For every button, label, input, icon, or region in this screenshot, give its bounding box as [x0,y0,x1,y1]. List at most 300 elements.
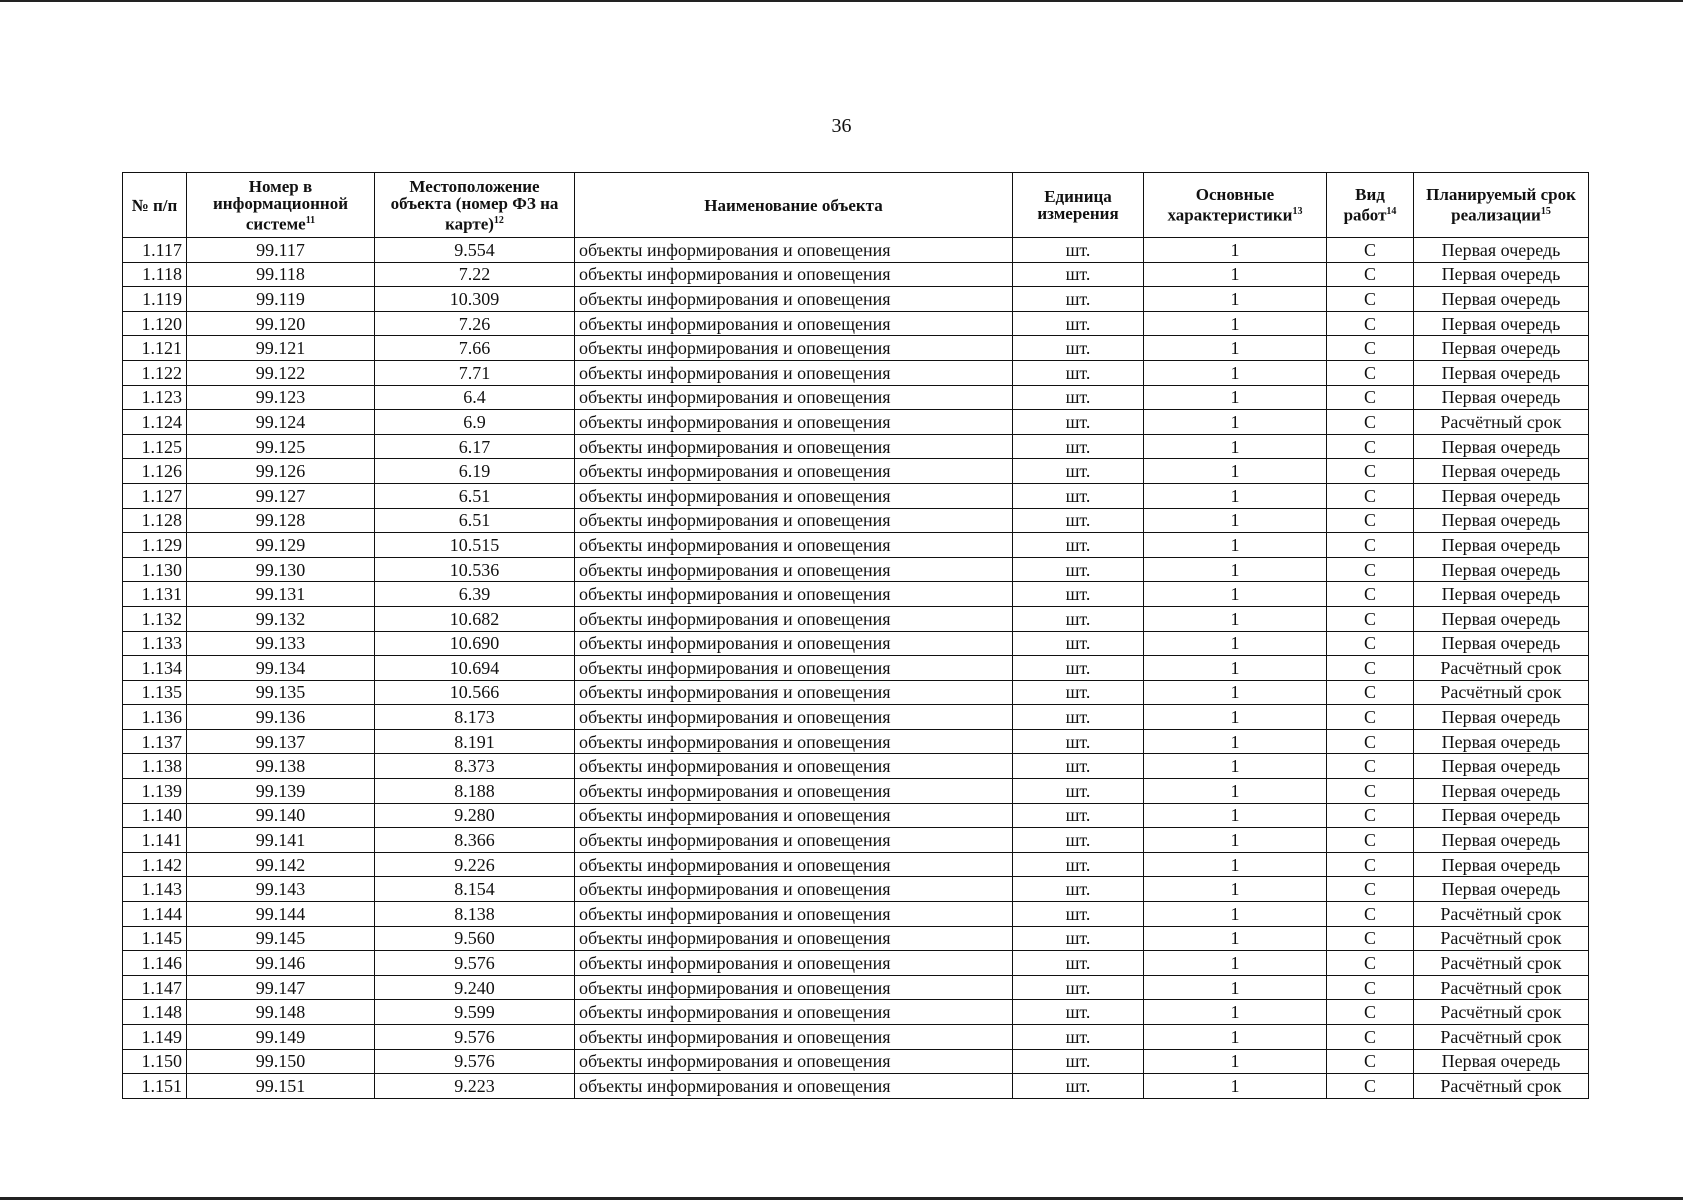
cell-characteristics: 1 [1144,803,1327,828]
cell-characteristics: 1 [1144,557,1327,582]
cell-unit: шт. [1013,975,1144,1000]
cell-unit: шт. [1013,852,1144,877]
cell-work-type: С [1327,779,1414,804]
cell-characteristics: 1 [1144,508,1327,533]
cell-planned-term: Первая очередь [1414,582,1589,607]
table-row [123,262,1589,287]
cell-planned-term: Первая очередь [1414,459,1589,484]
cell-info-system-number: 99.119 [187,287,375,312]
cell-info-system-number: 99.150 [187,1049,375,1074]
cell-unit: шт. [1013,729,1144,754]
cell-characteristics: 1 [1144,975,1327,1000]
cell-planned-term: Первая очередь [1414,287,1589,312]
cell-location: 7.22 [375,262,575,287]
header-work-type [1327,173,1414,238]
cell-location: 7.26 [375,311,575,336]
cell-unit: шт. [1013,705,1144,730]
cell-planned-term: Расчётный срок [1414,975,1589,1000]
cell-characteristics: 1 [1144,385,1327,410]
cell-planned-term: Первая очередь [1414,533,1589,558]
cell-unit: шт. [1013,360,1144,385]
cell-object-name: объекты информирования и оповещения [575,336,1013,361]
cell-info-system-number: 99.131 [187,582,375,607]
cell-info-system-number: 99.134 [187,656,375,681]
cell-planned-term: Расчётный срок [1414,902,1589,927]
cell-info-system-number: 99.132 [187,606,375,631]
cell-work-type: С [1327,1074,1414,1099]
cell-object-name: объекты информирования и оповещения [575,1025,1013,1050]
cell-characteristics: 1 [1144,360,1327,385]
cell-location: 9.240 [375,975,575,1000]
cell-info-system-number: 99.143 [187,877,375,902]
cell-work-type: С [1327,385,1414,410]
cell-unit: шт. [1013,877,1144,902]
cell-info-system-number: 99.125 [187,434,375,459]
cell-location: 9.226 [375,852,575,877]
cell-work-type: С [1327,803,1414,828]
cell-unit: шт. [1013,606,1144,631]
footnote-marker: 11 [305,214,316,226]
cell-planned-term: Первая очередь [1414,828,1589,853]
cell-object-name: объекты информирования и оповещения [575,1000,1013,1025]
cell-planned-term: Первая очередь [1414,483,1589,508]
cell-planned-term: Расчётный срок [1414,410,1589,435]
cell-location: 10.515 [375,533,575,558]
cell-characteristics: 1 [1144,459,1327,484]
cell-work-type: С [1327,582,1414,607]
table-row [123,902,1589,927]
cell-work-type: С [1327,508,1414,533]
cell-number: 1.125 [123,434,187,459]
cell-location: 7.66 [375,336,575,361]
cell-planned-term: Первая очередь [1414,434,1589,459]
table-row [123,828,1589,853]
cell-unit: шт. [1013,311,1144,336]
cell-planned-term: Первая очередь [1414,1049,1589,1074]
cell-planned-term: Расчётный срок [1414,680,1589,705]
cell-object-name: объекты информирования и оповещения [575,410,1013,435]
cell-info-system-number: 99.139 [187,779,375,804]
footnote-marker: 13 [1292,206,1303,218]
cell-characteristics: 1 [1144,705,1327,730]
footnote-marker: 15 [1540,206,1551,218]
cell-location: 8.154 [375,877,575,902]
cell-characteristics: 1 [1144,238,1327,263]
cell-number: 1.139 [123,779,187,804]
cell-characteristics: 1 [1144,852,1327,877]
cell-location: 8.373 [375,754,575,779]
header-info-system-number [187,173,375,238]
table-row [123,360,1589,385]
cell-location: 10.682 [375,606,575,631]
cell-location: 10.536 [375,557,575,582]
cell-location: 6.9 [375,410,575,435]
cell-work-type: С [1327,902,1414,927]
cell-number: 1.119 [123,287,187,312]
table-row [123,975,1589,1000]
cell-work-type: С [1327,680,1414,705]
table-body [123,238,1589,1099]
cell-object-name: объекты информирования и оповещения [575,287,1013,312]
cell-characteristics: 1 [1144,877,1327,902]
table-row [123,410,1589,435]
cell-location: 9.223 [375,1074,575,1099]
cell-number: 1.122 [123,360,187,385]
cell-characteristics: 1 [1144,902,1327,927]
cell-unit: шт. [1013,828,1144,853]
cell-characteristics: 1 [1144,410,1327,435]
cell-location: 6.19 [375,459,575,484]
cell-characteristics: 1 [1144,680,1327,705]
cell-object-name: объекты информирования и оповещения [575,951,1013,976]
cell-planned-term: Расчётный срок [1414,1000,1589,1025]
cell-characteristics: 1 [1144,434,1327,459]
cell-location: 10.690 [375,631,575,656]
cell-object-name: объекты информирования и оповещения [575,557,1013,582]
cell-unit: шт. [1013,680,1144,705]
cell-planned-term: Первая очередь [1414,779,1589,804]
cell-info-system-number: 99.149 [187,1025,375,1050]
cell-characteristics: 1 [1144,631,1327,656]
table-row [123,951,1589,976]
cell-number: 1.134 [123,656,187,681]
cell-work-type: С [1327,238,1414,263]
cell-info-system-number: 99.129 [187,533,375,558]
cell-info-system-number: 99.137 [187,729,375,754]
cell-work-type: С [1327,360,1414,385]
cell-characteristics: 1 [1144,311,1327,336]
table-row [123,557,1589,582]
cell-planned-term: Первая очередь [1414,508,1589,533]
cell-number: 1.148 [123,1000,187,1025]
table-row [123,705,1589,730]
cell-location: 6.17 [375,434,575,459]
cell-object-name: объекты информирования и оповещения [575,533,1013,558]
cell-object-name: объекты информирования и оповещения [575,1074,1013,1099]
cell-planned-term: Расчётный срок [1414,951,1589,976]
cell-characteristics: 1 [1144,533,1327,558]
cell-unit: шт. [1013,902,1144,927]
cell-unit: шт. [1013,779,1144,804]
cell-number: 1.118 [123,262,187,287]
header-characteristics-text: Основные характеристики [1167,185,1293,225]
cell-info-system-number: 99.142 [187,852,375,877]
cell-location: 9.554 [375,238,575,263]
cell-object-name: объекты информирования и оповещения [575,656,1013,681]
cell-number: 1.123 [123,385,187,410]
header-planned-term-text: Планируемый срок реализации [1426,185,1576,225]
cell-object-name: объекты информирования и оповещения [575,631,1013,656]
cell-number: 1.131 [123,582,187,607]
cell-work-type: С [1327,410,1414,435]
table-row [123,926,1589,951]
cell-object-name: объекты информирования и оповещения [575,434,1013,459]
cell-info-system-number: 99.122 [187,360,375,385]
cell-planned-term: Первая очередь [1414,385,1589,410]
cell-work-type: С [1327,262,1414,287]
cell-work-type: С [1327,754,1414,779]
cell-info-system-number: 99.120 [187,311,375,336]
cell-info-system-number: 99.146 [187,951,375,976]
header-row [123,173,1589,238]
cell-unit: шт. [1013,1025,1144,1050]
header-object-name [575,173,1013,238]
cell-unit: шт. [1013,926,1144,951]
cell-location: 8.191 [375,729,575,754]
cell-unit: шт. [1013,951,1144,976]
table-row [123,311,1589,336]
cell-number: 1.138 [123,754,187,779]
cell-location: 9.576 [375,951,575,976]
cell-unit: шт. [1013,754,1144,779]
cell-number: 1.124 [123,410,187,435]
cell-work-type: С [1327,656,1414,681]
cell-info-system-number: 99.133 [187,631,375,656]
header-location [375,173,575,238]
table-row [123,1000,1589,1025]
cell-planned-term: Расчётный срок [1414,656,1589,681]
cell-unit: шт. [1013,1074,1144,1099]
cell-unit: шт. [1013,459,1144,484]
cell-characteristics: 1 [1144,336,1327,361]
cell-object-name: объекты информирования и оповещения [575,262,1013,287]
cell-unit: шт. [1013,582,1144,607]
cell-info-system-number: 99.144 [187,902,375,927]
cell-object-name: объекты информирования и оповещения [575,852,1013,877]
cell-number: 1.142 [123,852,187,877]
cell-number: 1.137 [123,729,187,754]
cell-object-name: объекты информирования и оповещения [575,803,1013,828]
footnote-marker: 12 [493,214,504,226]
cell-object-name: объекты информирования и оповещения [575,926,1013,951]
header-number-text: № п/п [131,195,178,215]
cell-object-name: объекты информирования и оповещения [575,705,1013,730]
cell-number: 1.120 [123,311,187,336]
cell-unit: шт. [1013,533,1144,558]
table-row [123,729,1589,754]
cell-unit: шт. [1013,656,1144,681]
cell-object-name: объекты информирования и оповещения [575,1049,1013,1074]
table-row [123,1025,1589,1050]
cell-unit: шт. [1013,631,1144,656]
cell-object-name: объекты информирования и оповещения [575,680,1013,705]
cell-characteristics: 1 [1144,754,1327,779]
cell-characteristics: 1 [1144,1049,1327,1074]
cell-planned-term: Расчётный срок [1414,1025,1589,1050]
cell-object-name: объекты информирования и оповещения [575,459,1013,484]
cell-work-type: С [1327,459,1414,484]
table-row [123,656,1589,681]
cell-work-type: С [1327,557,1414,582]
cell-characteristics: 1 [1144,1074,1327,1099]
page-number: 36 [831,115,852,137]
cell-work-type: С [1327,852,1414,877]
table-row [123,238,1589,263]
table-row [123,287,1589,312]
header-work-type-text: Вид работ [1343,185,1387,225]
cell-location: 8.173 [375,705,575,730]
cell-location: 10.309 [375,287,575,312]
cell-characteristics: 1 [1144,828,1327,853]
cell-info-system-number: 99.140 [187,803,375,828]
cell-info-system-number: 99.124 [187,410,375,435]
table-row [123,459,1589,484]
cell-planned-term: Первая очередь [1414,238,1589,263]
cell-work-type: С [1327,336,1414,361]
cell-planned-term: Первая очередь [1414,729,1589,754]
cell-location: 9.599 [375,1000,575,1025]
objects-register-table [122,172,1589,1099]
cell-location: 7.71 [375,360,575,385]
cell-planned-term: Первая очередь [1414,262,1589,287]
cell-object-name: объекты информирования и оповещения [575,902,1013,927]
cell-object-name: объекты информирования и оповещения [575,385,1013,410]
cell-work-type: С [1327,483,1414,508]
scan-top-border [0,0,1683,2]
cell-number: 1.141 [123,828,187,853]
header-unit [1013,173,1144,238]
cell-planned-term: Первая очередь [1414,360,1589,385]
cell-work-type: С [1327,311,1414,336]
table-row [123,852,1589,877]
cell-location: 9.576 [375,1025,575,1050]
header-location-text: Местоположение объекта (номер ФЗ на карте) [390,176,559,234]
table-row [123,754,1589,779]
cell-planned-term: Первая очередь [1414,311,1589,336]
cell-number: 1.126 [123,459,187,484]
cell-planned-term: Расчётный срок [1414,926,1589,951]
cell-planned-term: Первая очередь [1414,803,1589,828]
cell-planned-term: Первая очередь [1414,557,1589,582]
cell-work-type: С [1327,975,1414,1000]
cell-location: 6.39 [375,582,575,607]
header-number [123,173,187,238]
cell-unit: шт. [1013,557,1144,582]
cell-unit: шт. [1013,434,1144,459]
cell-info-system-number: 99.126 [187,459,375,484]
cell-work-type: С [1327,434,1414,459]
cell-info-system-number: 99.121 [187,336,375,361]
cell-location: 9.576 [375,1049,575,1074]
cell-number: 1.143 [123,877,187,902]
table-row [123,336,1589,361]
cell-info-system-number: 99.151 [187,1074,375,1099]
table-row [123,631,1589,656]
cell-planned-term: Первая очередь [1414,606,1589,631]
cell-unit: шт. [1013,238,1144,263]
cell-info-system-number: 99.136 [187,705,375,730]
cell-number: 1.144 [123,902,187,927]
table-row [123,1049,1589,1074]
cell-location: 8.138 [375,902,575,927]
cell-info-system-number: 99.130 [187,557,375,582]
cell-location: 8.188 [375,779,575,804]
cell-planned-term: Расчётный срок [1414,1074,1589,1099]
cell-number: 1.130 [123,557,187,582]
cell-work-type: С [1327,1049,1414,1074]
cell-info-system-number: 99.117 [187,238,375,263]
cell-planned-term: Первая очередь [1414,852,1589,877]
cell-object-name: объекты информирования и оповещения [575,508,1013,533]
cell-characteristics: 1 [1144,729,1327,754]
table-row [123,508,1589,533]
cell-number: 1.136 [123,705,187,730]
table-row [123,434,1589,459]
cell-location: 8.366 [375,828,575,853]
cell-object-name: объекты информирования и оповещения [575,877,1013,902]
cell-location: 10.694 [375,656,575,681]
cell-number: 1.146 [123,951,187,976]
table-row [123,1074,1589,1099]
cell-info-system-number: 99.123 [187,385,375,410]
cell-unit: шт. [1013,262,1144,287]
cell-info-system-number: 99.148 [187,1000,375,1025]
cell-planned-term: Первая очередь [1414,705,1589,730]
cell-object-name: объекты информирования и оповещения [575,729,1013,754]
cell-characteristics: 1 [1144,656,1327,681]
cell-work-type: С [1327,729,1414,754]
cell-number: 1.117 [123,238,187,263]
cell-unit: шт. [1013,1049,1144,1074]
header-unit-text: Единица измерения [1037,187,1119,223]
header-object-name-text: Наименование объекта [704,195,883,215]
cell-work-type: С [1327,951,1414,976]
cell-info-system-number: 99.127 [187,483,375,508]
cell-characteristics: 1 [1144,606,1327,631]
cell-characteristics: 1 [1144,262,1327,287]
table-row [123,877,1589,902]
cell-object-name: объекты информирования и оповещения [575,975,1013,1000]
cell-work-type: С [1327,287,1414,312]
table-row [123,533,1589,558]
table-row [123,606,1589,631]
cell-number: 1.129 [123,533,187,558]
cell-work-type: С [1327,926,1414,951]
cell-number: 1.128 [123,508,187,533]
cell-info-system-number: 99.118 [187,262,375,287]
cell-location: 9.280 [375,803,575,828]
cell-number: 1.121 [123,336,187,361]
cell-location: 6.51 [375,508,575,533]
cell-object-name: объекты информирования и оповещения [575,606,1013,631]
table-row [123,385,1589,410]
cell-planned-term: Первая очередь [1414,336,1589,361]
header-info-system-number-text: Номер в информационной системе [213,176,348,234]
cell-unit: шт. [1013,385,1144,410]
cell-object-name: объекты информирования и оповещения [575,238,1013,263]
cell-info-system-number: 99.147 [187,975,375,1000]
cell-object-name: объекты информирования и оповещения [575,828,1013,853]
cell-location: 10.566 [375,680,575,705]
cell-work-type: С [1327,877,1414,902]
cell-number: 1.132 [123,606,187,631]
cell-characteristics: 1 [1144,1025,1327,1050]
cell-location: 6.4 [375,385,575,410]
cell-object-name: объекты информирования и оповещения [575,311,1013,336]
cell-number: 1.133 [123,631,187,656]
cell-planned-term: Первая очередь [1414,754,1589,779]
cell-object-name: объекты информирования и оповещения [575,360,1013,385]
cell-number: 1.140 [123,803,187,828]
cell-info-system-number: 99.135 [187,680,375,705]
cell-characteristics: 1 [1144,779,1327,804]
cell-number: 1.147 [123,975,187,1000]
table-row [123,582,1589,607]
cell-work-type: С [1327,606,1414,631]
cell-unit: шт. [1013,410,1144,435]
table-row [123,779,1589,804]
cell-unit: шт. [1013,508,1144,533]
